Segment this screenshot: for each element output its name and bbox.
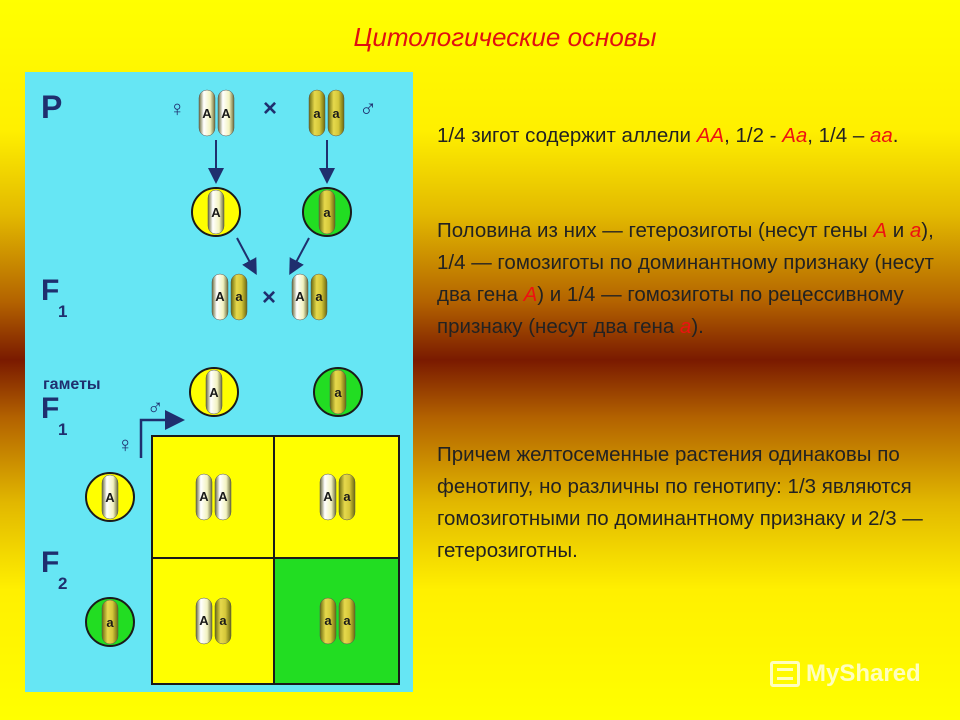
svg-text:F: F [41, 546, 60, 579]
svg-text:A: A [105, 490, 115, 505]
gamete-f1-dominant [190, 368, 238, 416]
svg-text:A: A [221, 106, 231, 121]
label-f1-gametes [41, 392, 67, 439]
gamete-female-p [192, 188, 240, 236]
label-f2 [41, 546, 67, 593]
gamete-male-p [303, 188, 351, 236]
svg-text:1: 1 [58, 420, 68, 439]
svg-text:a: a [323, 205, 331, 220]
label-f1 [41, 274, 67, 321]
svg-text:A: A [215, 289, 225, 304]
genetics-diagram [25, 72, 413, 692]
svg-text:1: 1 [58, 302, 68, 321]
svg-text:A: A [323, 489, 333, 504]
arrow-icon [293, 238, 309, 268]
watermark [770, 656, 921, 692]
watermark-text: MyShared [806, 660, 921, 687]
svg-text:A: A [218, 489, 228, 504]
paragraph-ratios: 1/4 зигот содержит аллели АА, 1/2 - Аа, 1/4 – аа. [437, 124, 899, 147]
svg-text:a: a [315, 289, 323, 304]
svg-text:a: a [235, 289, 243, 304]
svg-text:a: a [219, 613, 227, 628]
svg-text:a: a [334, 385, 342, 400]
gamete-f1-recessive [314, 368, 362, 416]
svg-text:a: a [343, 613, 351, 628]
punnett-square [152, 436, 399, 684]
f1-left-chromosomes [212, 274, 247, 320]
label-gametes: гаметы [43, 376, 101, 393]
svg-text:A: A [202, 106, 212, 121]
svg-text:A: A [209, 385, 219, 400]
parent-female-chromosomes [199, 90, 234, 136]
svg-text:a: a [106, 615, 114, 630]
cross-symbol: × [263, 95, 278, 122]
arrow-icon [237, 238, 253, 268]
svg-text:A: A [295, 289, 305, 304]
male-symbol-icon: ♂ [147, 394, 164, 419]
svg-text:F: F [41, 274, 60, 307]
diagram-svg [25, 72, 413, 692]
svg-text:2: 2 [58, 574, 68, 593]
svg-text:a: a [332, 106, 340, 121]
parent-male-chromosomes [309, 90, 344, 136]
male-symbol-icon: ♂ [359, 95, 377, 122]
female-symbol-icon: ♀ [169, 96, 186, 121]
svg-text:F: F [41, 392, 60, 425]
svg-text:A: A [199, 489, 209, 504]
svg-text:a: a [324, 613, 332, 628]
svg-text:A: A [211, 205, 221, 220]
label-p: P [41, 89, 63, 125]
myshared-logo-icon [770, 661, 800, 687]
svg-text:A: A [199, 613, 209, 628]
cross-symbol: × [262, 284, 277, 311]
paragraph-phenotype: Причем желтосеменные растения одинаковы по фенотипу, но различны по генотипу: 1/3 являются гомозиготными по доминантному признаку и 2/3 — гетерозиготны. [437, 443, 923, 562]
female-symbol-icon: ♀ [117, 432, 134, 457]
gamete-row-dominant [86, 473, 134, 521]
slide-title: Цитологические основы [353, 22, 657, 52]
f1-right-chromosomes [292, 274, 327, 320]
gamete-row-recessive [86, 598, 134, 646]
svg-text:a: a [313, 106, 321, 121]
paragraph-zygotes: Половина из них — гетерозиготы (несут гены А и а), 1/4 — гомозиготы по доминантному признаку (несут два гена А) и 1/4 — гомозиготы по рецессивному признаку (несут два гена а). [437, 219, 934, 338]
svg-text:a: a [343, 489, 351, 504]
